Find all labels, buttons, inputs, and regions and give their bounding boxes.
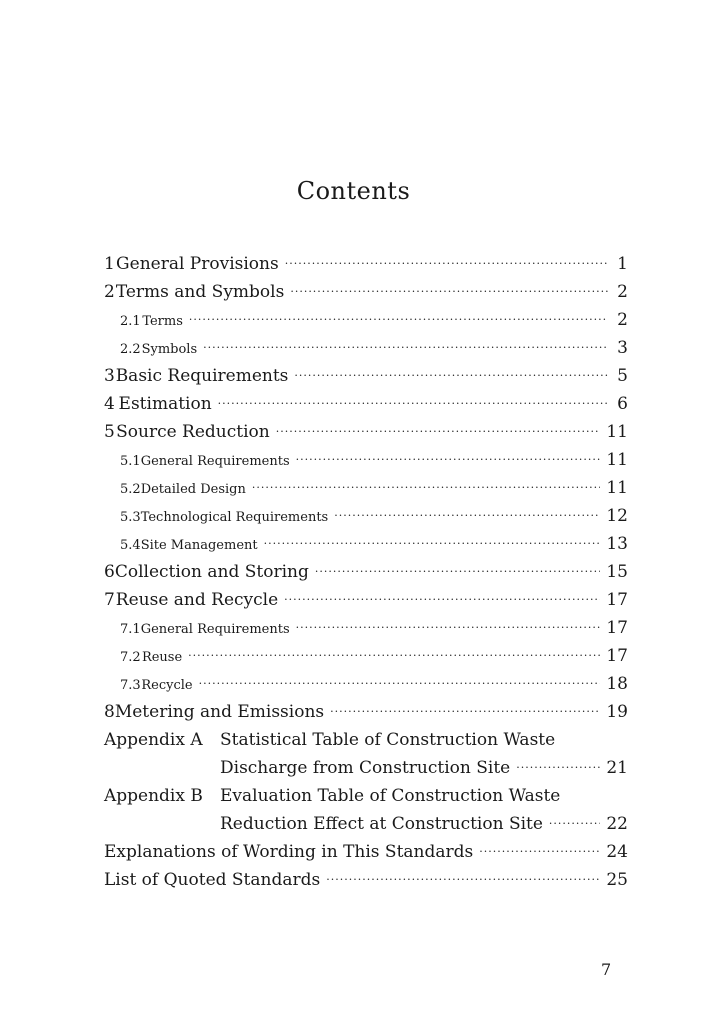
toc-entry-page: 24 [606,842,628,862]
toc-entry[interactable] [104,614,628,642]
toc-entry-page: 15 [606,562,628,582]
toc-entry-page: 25 [606,870,628,890]
dot-leader [199,670,601,698]
toc-entries [104,250,628,726]
toc-entry-page: 5 [617,366,628,386]
toc-entry-page: 3 [617,338,628,358]
toc-entry-label: Reuse and Recycle [115,590,279,610]
toc-entry-page: 11 [606,422,628,442]
toc-entry-label: Site Management [140,538,258,553]
toc-appendix-line [104,782,628,810]
toc-entry-label: General Requirements [140,454,290,469]
toc-entry-number: 3 [104,366,115,386]
dot-leader [330,698,600,726]
toc-entry-label: Terms [142,314,183,329]
toc-entry[interactable] [104,334,628,362]
toc-appendix-title-1: Evaluation Table of Construction Waste [220,786,561,806]
toc-entry-number: 2 [104,282,115,302]
toc-appendices [104,726,628,838]
dot-leader [290,278,608,306]
table-of-contents [104,250,628,894]
toc-entry-page: 11 [606,478,628,498]
dot-leader [296,446,601,474]
page-number: 7 [601,960,612,979]
toc-entry-label: General Provisions [116,254,279,274]
toc-entry-page: 13 [606,534,628,554]
dot-leader [315,558,601,586]
toc-entry[interactable] [104,502,628,530]
toc-entry-label: Reuse [141,650,183,665]
toc-entry-label: Explanations of Wording in This Standards [104,842,474,862]
toc-entry-page: 18 [606,674,628,694]
toc-entry-label: Recycle [141,678,193,693]
dot-leader [188,642,600,670]
toc-entry-number: 7.2 [120,650,141,665]
toc-entry-number: 1 [104,254,115,274]
toc-entry-page: 11 [606,450,628,470]
toc-entry-number: 4 [104,394,115,414]
toc-entry[interactable] [104,418,628,446]
toc-entry-label: Detailed Design [140,482,246,497]
toc-entry-label: Estimation [118,394,212,414]
toc-entry-number: 7 [104,590,115,610]
dot-leader [294,362,608,390]
toc-entry[interactable] [104,838,628,866]
toc-entry-page: 1 [617,254,628,274]
toc-entry-number: 5 [104,422,115,442]
toc-appendix-page: 22 [606,814,628,834]
toc-appendix-prefix: Appendix B [104,786,203,806]
toc-appendix-line [104,754,628,782]
toc-entry-page: 19 [606,702,628,722]
toc-appendix-page: 21 [606,758,628,778]
toc-entry-page: 17 [606,590,628,610]
toc-appendix-title-2: Discharge from Construction Site [220,758,511,778]
dot-leader [516,754,600,782]
toc-entry[interactable] [104,390,628,418]
dot-leader [296,614,601,642]
toc-entry-number: 5.2 [120,482,141,497]
toc-entry-number: 5.4 [120,538,141,553]
toc-entry-page: 6 [617,394,628,414]
toc-entry-page: 2 [617,310,628,330]
toc-entry-number: 6 [104,562,115,582]
toc-entry-page: 2 [617,282,628,302]
dot-leader [479,838,600,866]
dot-leader [326,866,600,894]
toc-entry[interactable] [104,670,628,698]
toc-appendix-line [104,726,628,754]
dot-leader [252,474,600,502]
dot-leader [203,334,608,362]
toc-entry-number: 5.1 [120,454,141,469]
toc-entry[interactable] [104,866,628,894]
toc-appendix-title-2: Reduction Effect at Construction Site [220,814,543,834]
toc-entry-label: Symbols [141,342,198,357]
toc-entry-label: Collection and Storing [114,562,309,582]
toc-entry-number: 2.1 [120,314,141,329]
dot-leader [284,586,600,614]
toc-entry-number: 2.2 [120,342,141,357]
toc-entry[interactable] [104,306,628,334]
toc-entry-number: 7.3 [120,678,141,693]
toc-entry-number: 8 [104,702,115,722]
dot-leader [334,502,600,530]
dot-leader [218,390,608,418]
toc-entry[interactable] [104,474,628,502]
toc-entry-page: 17 [606,618,628,638]
toc-entry-page: 12 [606,506,628,526]
toc-entry[interactable] [104,278,628,306]
toc-entry-number: 7.1 [120,622,141,637]
dot-leader [276,418,601,446]
toc-entry[interactable] [104,250,628,278]
toc-entry-number: 5.3 [120,510,141,525]
page-title: Contents [296,177,411,205]
toc-entry[interactable] [104,642,628,670]
toc-entry-label: List of Quoted Standards [104,870,321,890]
dot-leader [264,530,601,558]
toc-entry-label: Terms and Symbols [115,282,285,302]
toc-entry-label: Metering and Emissions [114,702,325,722]
toc-appendix[interactable] [104,726,628,782]
toc-entry[interactable] [104,586,628,614]
toc-tail-entries [104,838,628,894]
toc-entry[interactable] [104,698,628,726]
dot-leader [189,306,608,334]
toc-appendix-line [104,810,628,838]
toc-appendix[interactable] [104,782,628,838]
toc-appendix-prefix: Appendix A [104,730,203,750]
dot-leader [285,250,608,278]
toc-entry-page: 17 [606,646,628,666]
toc-entry[interactable] [104,446,628,474]
toc-appendix-title-1: Statistical Table of Construction Waste [220,730,556,750]
toc-entry-label: Technological Requirements [140,510,329,525]
toc-entry[interactable] [104,530,628,558]
toc-entry-label: Basic Requirements [115,366,289,386]
toc-entry[interactable] [104,362,628,390]
dot-leader [549,810,600,838]
toc-entry[interactable] [104,558,628,586]
toc-entry-label: General Requirements [140,622,290,637]
toc-entry-label: Source Reduction [116,422,270,442]
